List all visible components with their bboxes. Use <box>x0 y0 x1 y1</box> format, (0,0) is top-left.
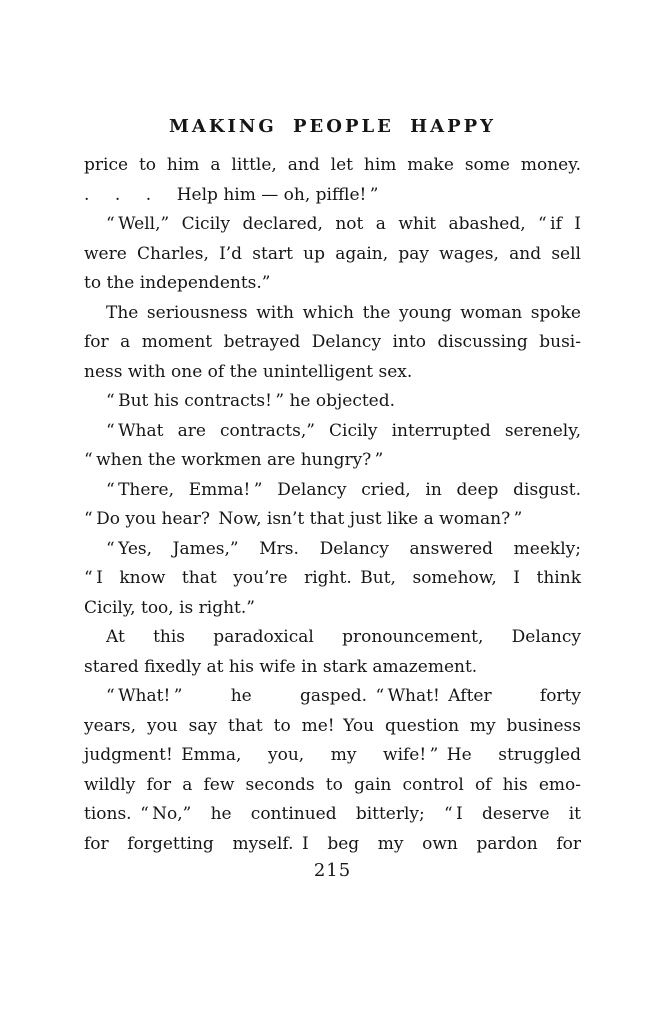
text-line: “ Yes, James,” Mrs. Delancy answered meekly; <box>106 538 581 559</box>
text-line: price to him a little, and let him make some money. <box>84 155 581 175</box>
text-line: judgment! Emma, you, my wife! ” He struggled <box>84 745 581 765</box>
text-line: for a moment betrayed Delancy into discussing busi- <box>84 332 581 352</box>
text-line: . . . Help him — oh, piffle! ” <box>84 184 379 205</box>
text-line: “ when the workmen are hungry? ” <box>84 450 384 470</box>
text-line: “ Well,” Cicily declared, not a whit abashed, “ if I <box>106 214 581 234</box>
text-line: “ Do you hear? Now, isn’t that just like a woman? ” <box>84 509 523 529</box>
body-text-block <box>84 151 581 859</box>
text-line: stared fixedly at his wife in stark amazement. <box>84 656 478 677</box>
text-line: wildly for a few seconds to gain control of his emo- <box>84 774 581 795</box>
page-number: 215 <box>313 860 352 881</box>
text-line: ness with one of the unintelligent sex. <box>84 361 413 382</box>
text-line: to the independents.” <box>84 273 271 293</box>
text-line: Cicily, too, is right.” <box>84 597 255 618</box>
text-line: were Charles, I’d start up again, pay wages, and sell <box>84 243 581 264</box>
text-line: At this paradoxical pronouncement, Delancy <box>106 627 581 647</box>
text-line: for forgetting myself. I beg my own pardon for <box>84 833 581 854</box>
text-line: “ I know that you’re right. But, somehow, I think <box>84 568 581 588</box>
text-line: “ What are contracts,” Cicily interrupted serenely, <box>106 420 581 441</box>
text-line: “ There, Emma! ” Delancy cried, in deep disgust. <box>106 479 581 500</box>
text-line: The seriousness with which the young woman spoke <box>106 302 581 323</box>
text-line: “ What! ” he gasped. “ What! After forty <box>106 686 581 706</box>
text-line: “ But his contracts! ” he objected. <box>106 391 396 411</box>
text-line: tions. “ No,” he continued bitterly; “ I deserve it <box>84 804 581 824</box>
text-line: years, you say that to me! You question my business <box>84 715 581 736</box>
running-head-title: MAKING PEOPLE HAPPY <box>168 116 497 137</box>
